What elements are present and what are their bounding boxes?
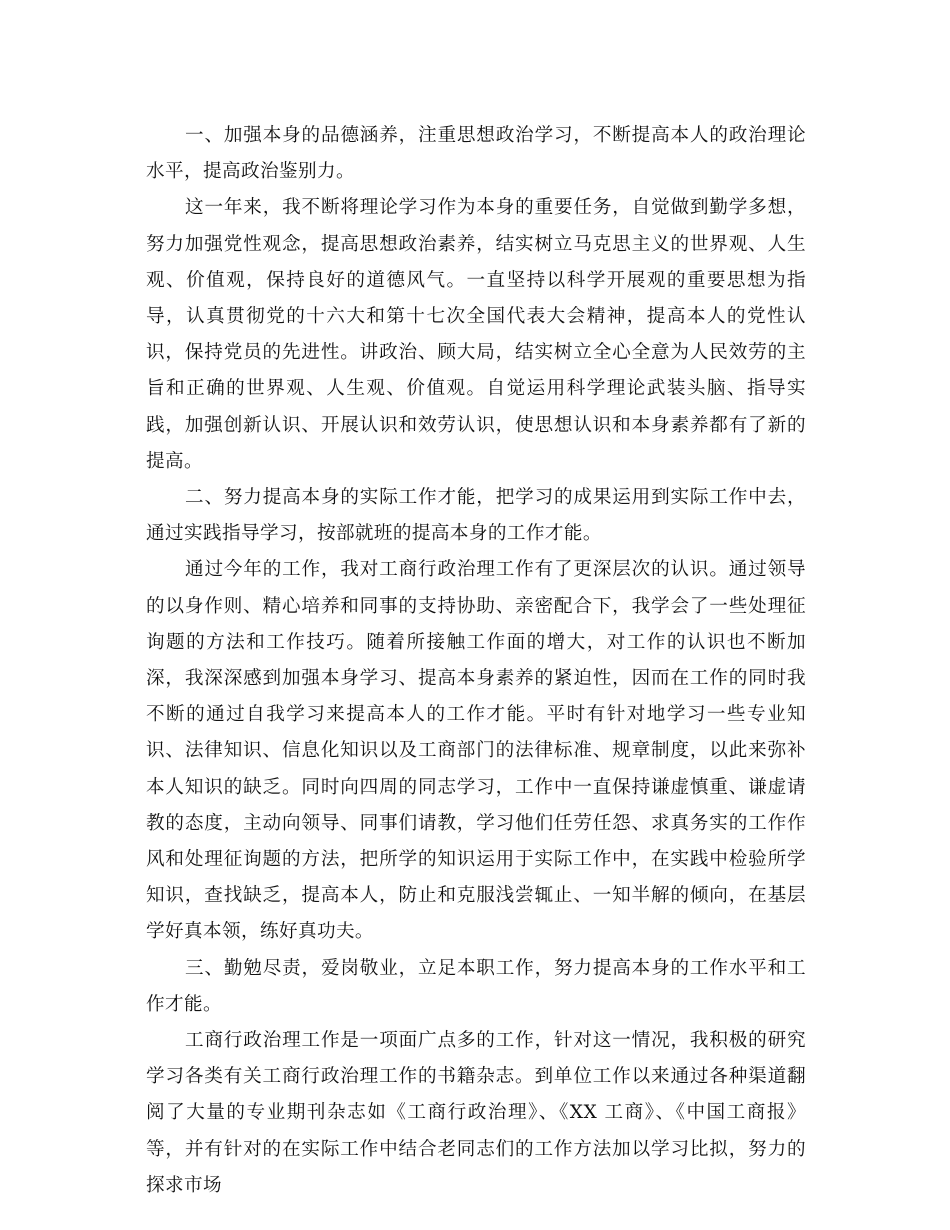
paragraph-heading-2: 二、努力提高本身的实际工作才能，把学习的成果运用到实际工作中去，通过实践指导学习，按部就班的提高本身的工作才能。 [146, 487, 806, 545]
paragraph-body-2: 通过今年的工作，我对工商行政治理工作有了更深层次的认识。通过领导的以身作则、精心培养和同事的支持协助、亲密配合下，我学会了一些处理征询题的方法和工作技巧。随着所接触工作面的增大，对工作的认识也不断加深，我深深感到加强本身学习、提高本身素养的紧迫性，因而在工作的同时我不断的通过自我学习来提高本人的工作才能。平时有针对地学习一些专业知识、法律知识、信息化知识以及工商部门的法律标准、规章制度，以此来弥补本人知识的缺乏。同时向四周的同志学习，工作中一直保持谦虚慎重、谦虚请教的态度，主动向领导、同事们请教，学习他们任劳任怨、求真务实的工作作风和处理征询题的方法，把所学的知识运用于实际工作中，在实践中检验所学知识，查找缺乏，提高本人，防止和克服浅尝辄止、一知半解的倾向，在基层学好真本领，练好真功夫。 [146, 559, 806, 943]
paragraph-heading-1: 一、加强本身的品德涵养，注重思想政治学习，不断提高本人的政治理论水平，提高政治鉴别力。 [146, 125, 806, 183]
paragraph-body-3: 工商行政治理工作是一项面广点多的工作，针对这一情况，我积极的研究学习各类有关工商行政治理工作的书籍杂志。到单位工作以来通过各种渠道翻阅了大量的专业期刊杂志如《工商行政治理》、《XX 工商》、《中国工商报》等，并有针对的在实际工作中结合老同志们的工作方法加以学习比拟，努力的探求市场 [146, 1030, 806, 1196]
paragraph-heading-3: 三、勤勉尽责，爱岗敬业，立足本职工作，努力提高本身的工作水平和工作才能。 [146, 957, 806, 1015]
paragraph-body-1: 这一年来，我不断将理论学习作为本身的重要任务，自觉做到勤学多想，努力加强党性观念，提高思想政治素养，结实树立马克思主义的世界观、人生观、价值观，保持良好的道德风气。一直坚持以科学开展观的重要思想为指导，认真贯彻党的十六大和第十七次全国代表大会精神，提高本人的党性认识，保持党员的先进性。讲政治、顾大局，结实树立全心全意为人民效劳的主旨和正确的世界观、人生观、价值观。自觉运用科学理论武装头脑、指导实践，加强创新认识、开展认识和效劳认识，使思想认识和本身素养都有了新的提高。 [146, 197, 806, 472]
document-body [146, 118, 806, 1204]
